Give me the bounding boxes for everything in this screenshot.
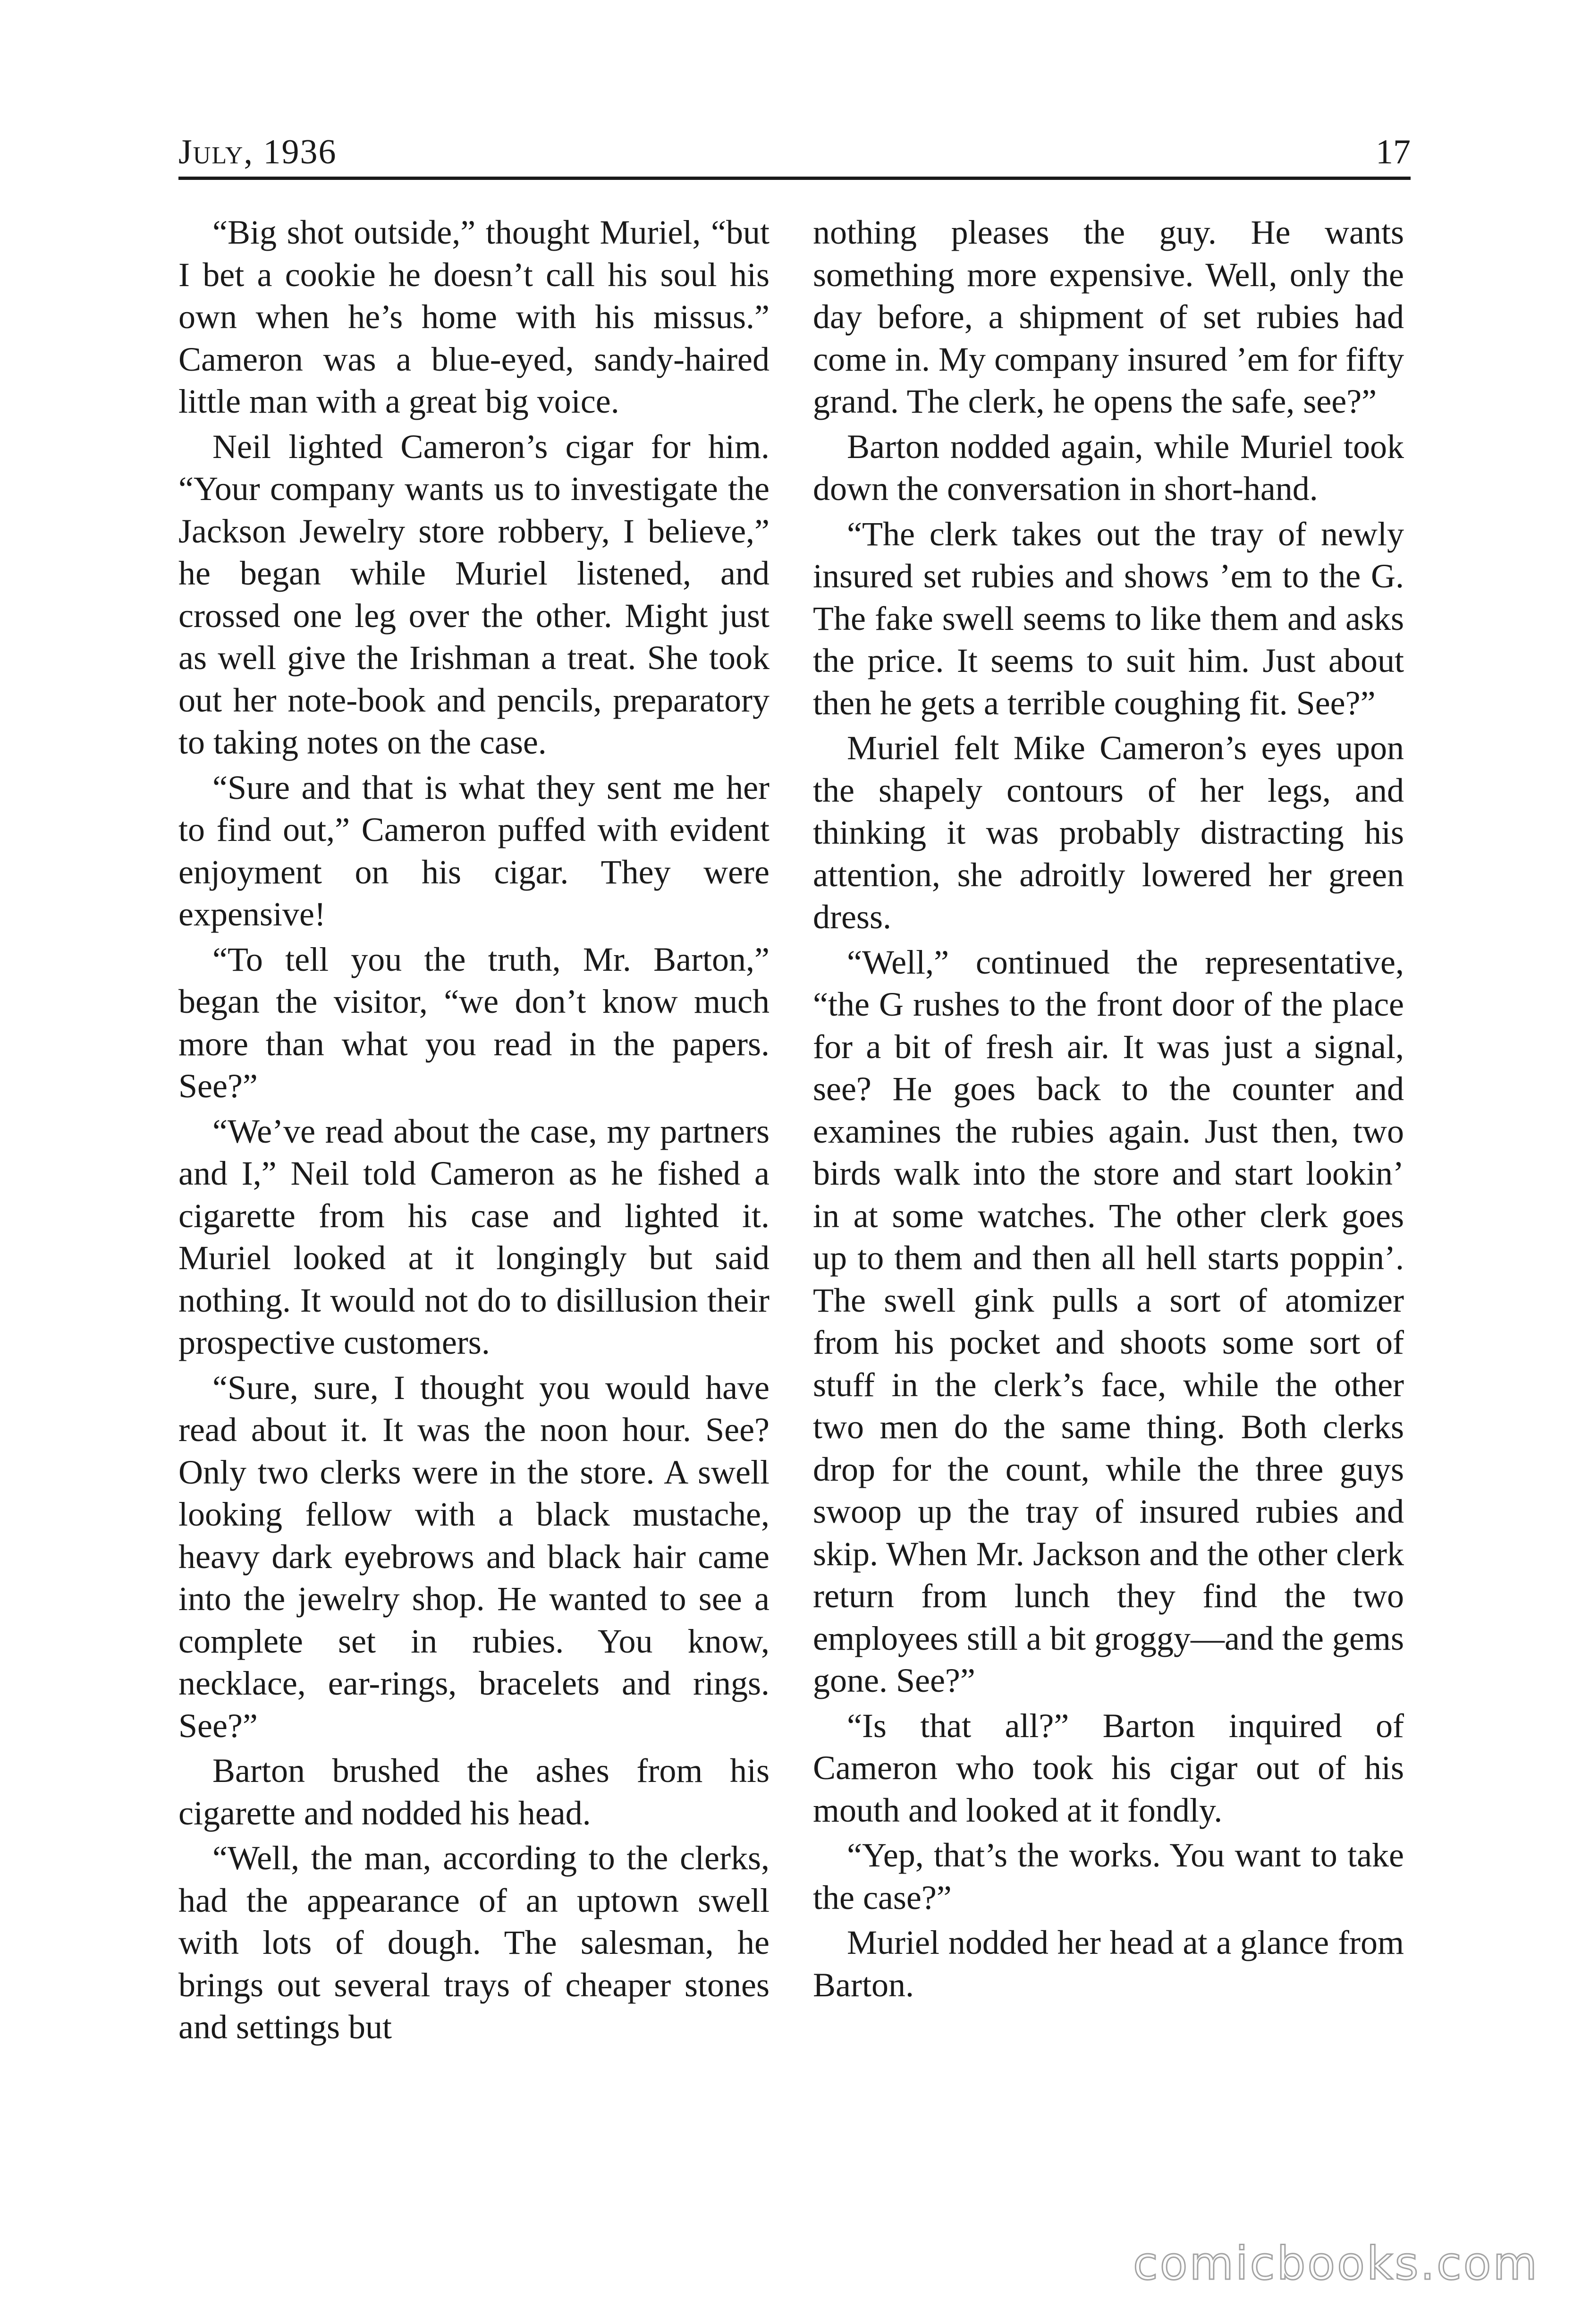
page-number: 17 <box>1376 133 1411 171</box>
watermark: comicbooks.com <box>1133 2237 1539 2290</box>
paragraph: “Yep, that’s the works. You want to take the case?” <box>813 1836 1404 1917</box>
paragraph: “Well, the man, according to the clerks, had the appearance of an uptown swell with lots of dough. The salesman, he brings out several trays of cheaper stones and settings but <box>178 1839 770 2046</box>
header-rule <box>178 177 1411 180</box>
paragraph: Muriel felt Mike Cameron’s eyes upon the shapely contours of her legs, and thinking it was probably distracting his attention, she adroitly lowered her green dress. <box>813 729 1404 936</box>
page-header <box>178 127 1411 178</box>
paragraph-continued: nothing pleases the guy. He wants something more expensive. Well, only the day before, a shipment of set rubies had come in. My company insured ’em for fifty grand. The clerk, he opens the safe, see?” <box>813 213 1404 420</box>
left-column <box>178 212 770 2052</box>
paragraph: Barton nodded again, while Muriel took down the conversation in short-hand. <box>813 427 1404 508</box>
paragraph: “To tell you the truth, Mr. Barton,” began the visitor, “we don’t know much more than what you read in the papers. See?” <box>178 940 770 1105</box>
right-column <box>813 212 1404 2009</box>
issue-date: July, 1936 <box>178 133 337 171</box>
paragraph: “We’ve read about the case, my partners and I,” Neil told Cameron as he fished a cigarette from his case and lighted it. Muriel looked at it longingly but said nothing. It would not do to disillusion their prospective customers. <box>178 1112 770 1361</box>
paragraph: “Well,” continued the representative, “the G rushes to the front door of the place for a bit of fresh air. It was just a signal, see? He goes back to the counter and examines the rubies again. Just then, two birds walk into the store and start lookin’ in at some watches. The other clerk goes up to them and then all hell starts poppin’. The swell gink pulls a sort of atomizer from his pocket and shoots some sort of stuff in the clerk’s face, while the other two men do the same thing. Both clerks drop for the count, while the three guys swoop up the tray of insured rubies and skip. When Mr. Jackson and the other clerk return from lunch they find the two employees still a bit groggy—and the gems gone. See?” <box>813 943 1404 1699</box>
paragraph: Barton brushed the ashes from his cigarette and nodded his head. <box>178 1752 770 1832</box>
paragraph: “Sure and that is what they sent me her to find out,” Cameron puffed with evident enjoyment on his cigar. They were expensive! <box>178 768 770 933</box>
paragraph: “Is that all?” Barton inquired of Cameron who took his cigar out of his mouth and looked at it fondly. <box>813 1706 1404 1829</box>
paragraph: “Sure, sure, I thought you would have read about it. It was the noon hour. See? Only two clerks were in the store. A swell looking fellow with a black mustache, heavy dark eyebrows and black hair came into the jewelry shop. He wanted to see a complete set in rubies. You know, necklace, ear-rings, bracelets and rings. See?” <box>178 1368 770 1745</box>
paragraph: “The clerk takes out the tray of newly insured set rubies and shows ’em to the G. The fake swell seems to like them and asks the price. It seems to suit him. Just about then he gets a terrible coughing fit. See?” <box>813 515 1404 722</box>
paragraph: “Big shot outside,” thought Muriel, “but I bet a cookie he doesn’t call his soul his own when he’s home with his missus.” Cameron was a blue-eyed, sandy-haired little man with a great big voice. <box>178 213 770 420</box>
paragraph: Muriel nodded her head at a glance from Barton. <box>813 1924 1404 2004</box>
paragraph: Neil lighted Cameron’s cigar for him. “Your company wants us to investigate the Jackson Jewelry store robbery, I believe,” he began while Muriel listened, and crossed one leg over the other. Might just as well give the Irishman a treat. She took out her note-book and pencils, preparatory to taking notes on the case. <box>178 427 770 761</box>
